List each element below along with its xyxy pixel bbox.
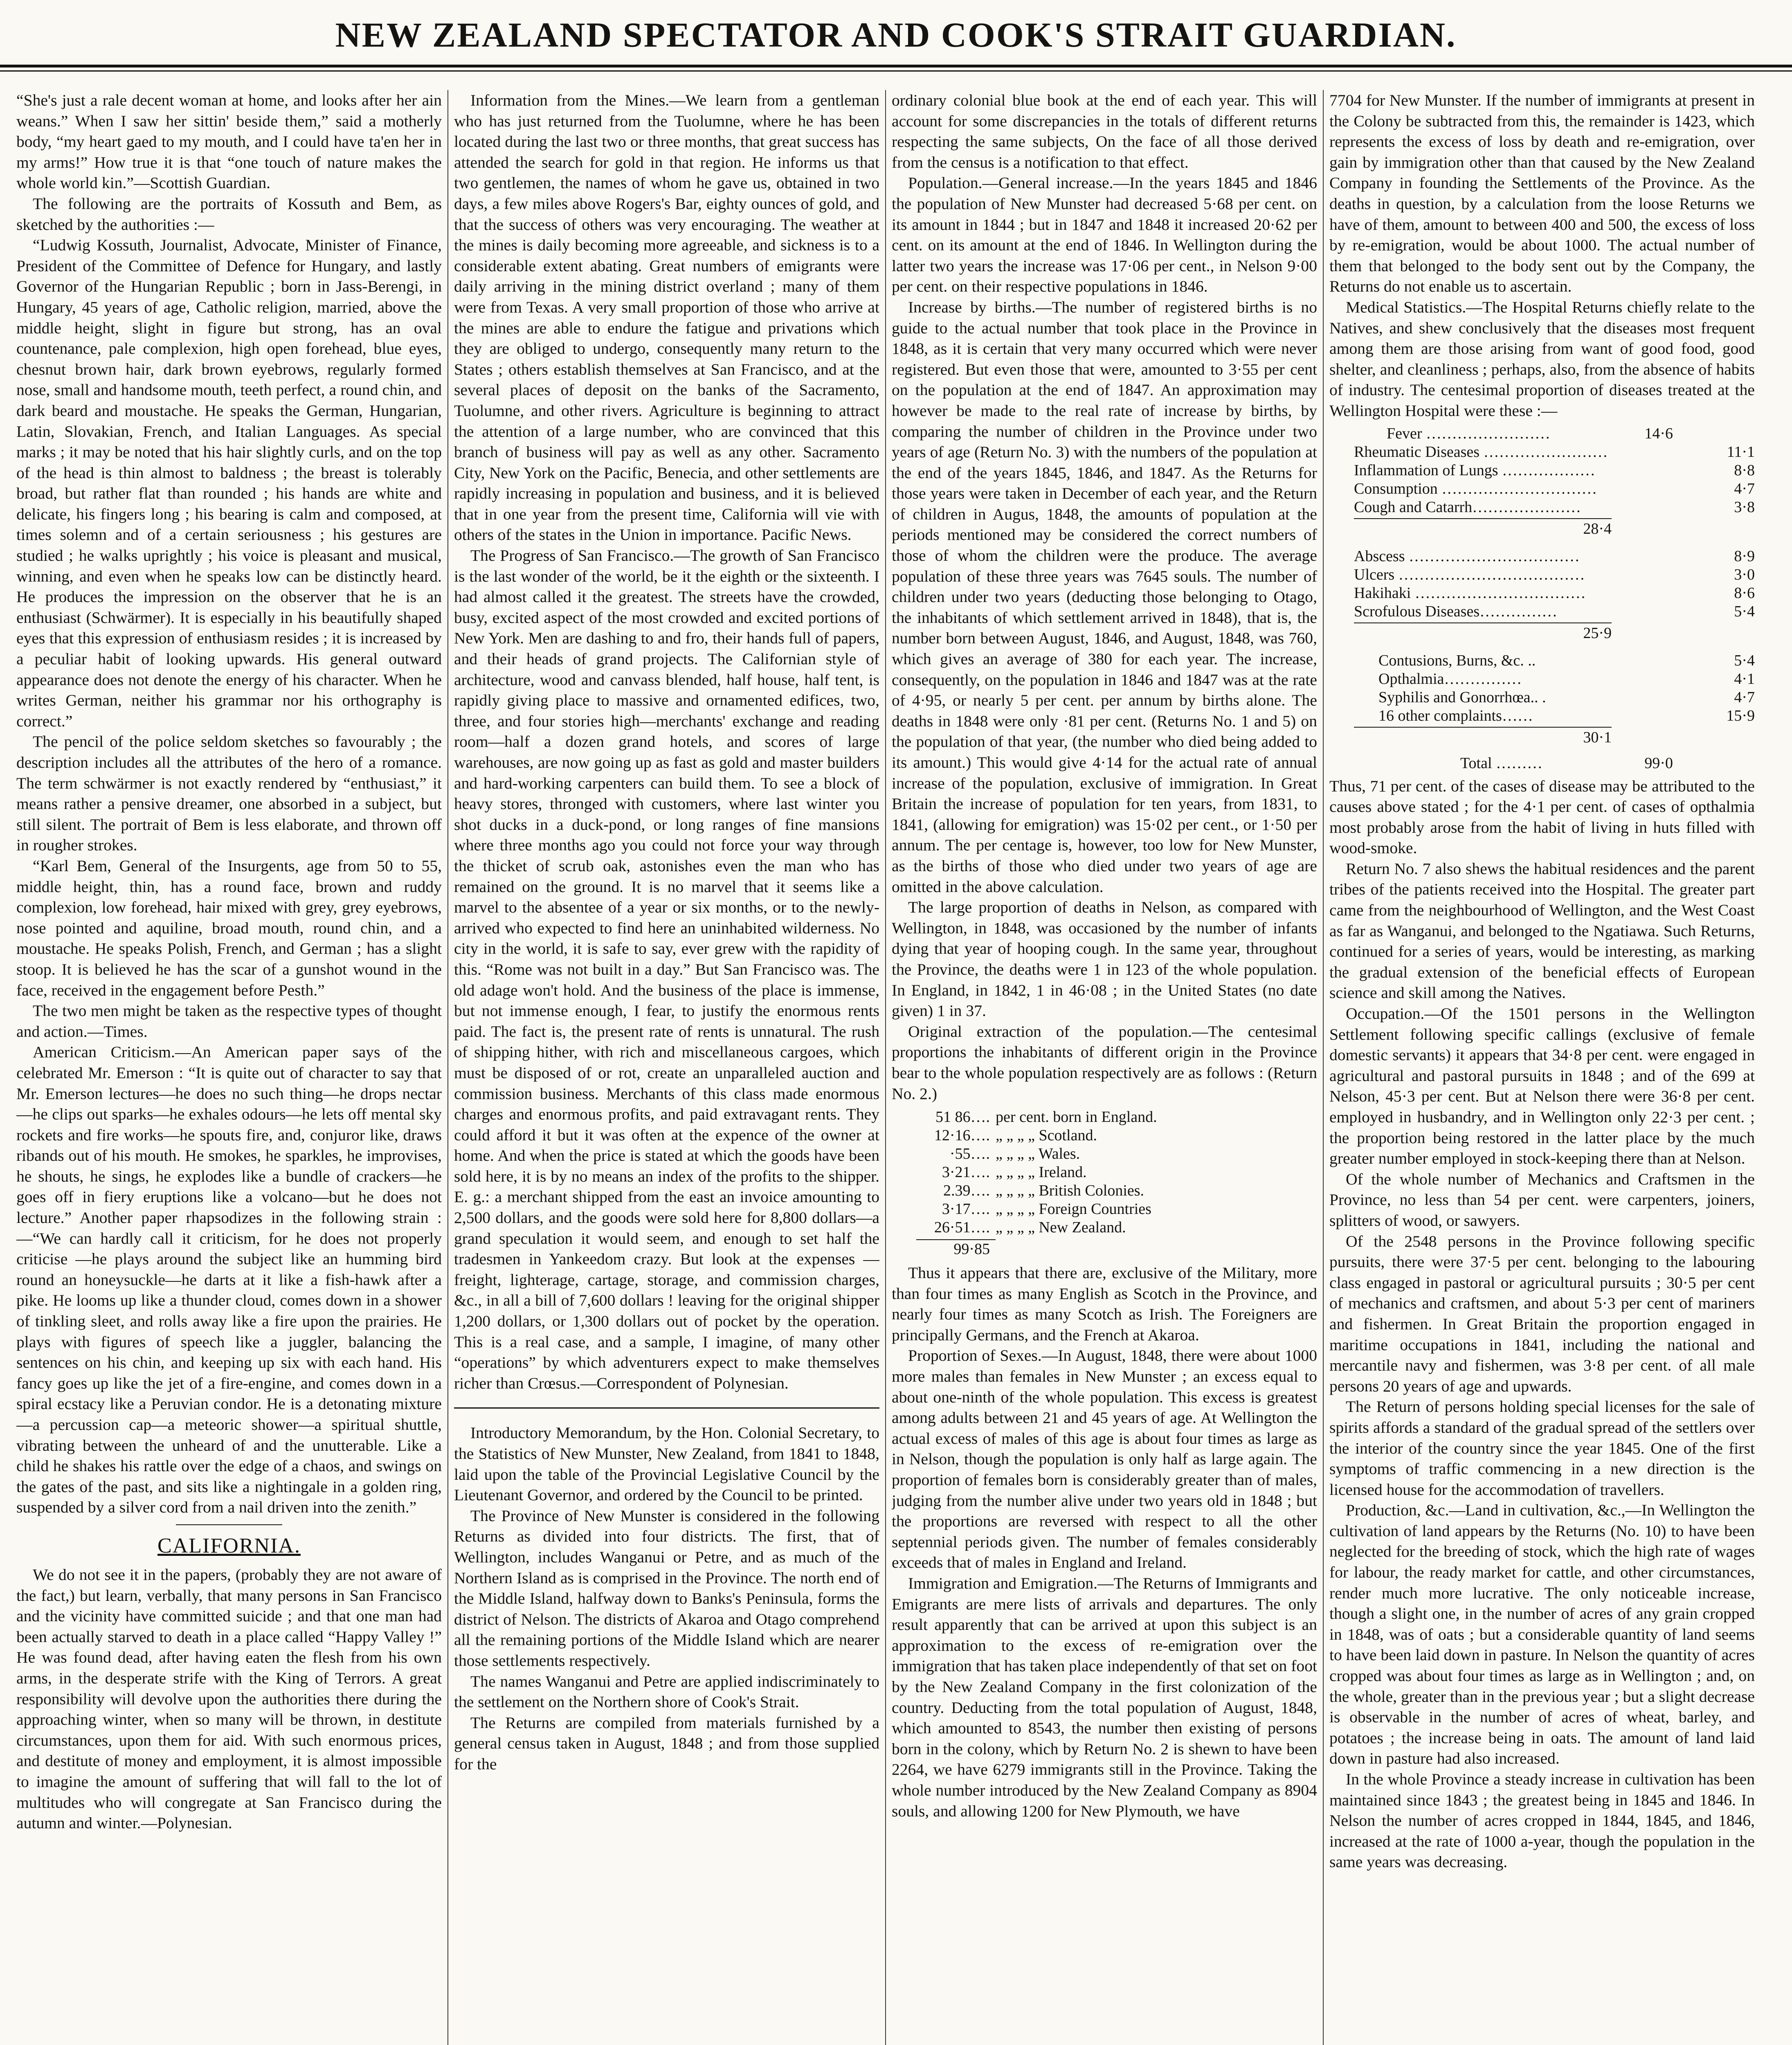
origin-row [916,1108,1317,1126]
immigration-section: Immigration and Emigration.—The Returns of Immigrants and Emigrants are mere lists of arrivals and departures. The only result apparently that can be arrived at upon this subject is an approximation to the excess of re-emigration over the immigration that has taken place independently of that set on foot by the New Zealand Company in the first colonization of the country. Deducting from the total population of August, 1848, which amounted to 8543, the number then existing of persons born in the colony, which by Return No. 2 is shewn to have been 2264, we have 6279 immigrants still in the Province. Taking the whole number introduced by the New Zealand Company as 8904 souls, and allowing 1200 for New Plymouth, we have [892,1574,1317,1820]
disease-value: 4·1 [1734,670,1755,688]
disease-value: 3·8 [1734,498,1755,516]
american-criticism-article: American Criticism.—An American paper says of the celebrated Mr. Emerson : “It is quite out of character to say that Mr. Emerson lectures—he does no such thing—he drops nectar—he clips out sparks—he exhales odours—he lets off mental sky rockets and fire works—he spouts fire, and, conjuror like, draws ribands out of his mouth. He smokes, he sparkles, he improvises, he shouts, he sings, he explodes like a bundle of crackers—he goes off in fiery eruptions like a volcano—but he does not lecture.” Another paper rhapsodizes in the following strain :—“We can hardly call it criticism, for he does not properly criticise —he plays around the subject like an humming bird round an honeysuckle—he darts at it like a fish-hawk after a pike. He looms up like a thunder cloud, comes down in a shower of tinkling sleet, and rolls away like a fire upon the prairies. He plays with figures of speech like a juggler, balancing the sentences on his chin, and keeping up six with each hand. His fancy goes up like the jet of a fire-engine, and comes down in a spiral ecstacy like a Peruvian condor. He is a detonating mixture—a percussion cap—a meteoric shower—a spiritual shuttle, vibrating between the unheard of and the unutterable. Like a child he shakes his rattle over the edge of a chaos, and swings on the gates of the past, and sits like a nightingale in a golden ring, suspended by a silver cord from a nail driven into the zenith.” [16,1043,442,1517]
origin-label: „ „ „ „ British Colonies. [996,1182,1144,1200]
article-paragraph: Of the 2548 persons in the Province following specific pursuits, there were 37·5 per cent. belonging to the labouring class engaged in pastoral or agricultural pursuits ; 30·5 per cent of mechanics and craftsmen, and about 5·3 per cent of mariners and fishermen. In Great Britain the proportion engaged in maritime occupations in 1841, including the national and mercantile navy and fishermen, was 3·8 per cent. of all male persons 20 years of age and upwards. [1329,1232,1755,1395]
origin-label: „ „ „ „ Ireland. [996,1164,1087,1181]
article-paragraph: The Province of New Munster is considered in the following Returns as divided into four districts. The first, that of Wellington, includes Wanganui or Petre, and as much of the Northern Island as is comprised in the Province. The north end of the Middle Island, halfway down to Banks's Peninsula, forms the district of Nelson. The districts of Akaroa and Otago comprehend all the remaining portions of the Middle Island which are nearer those settlements respectively. [454,1506,879,1670]
disease-value: 4·7 [1734,688,1755,706]
article-paragraph: The pencil of the police seldom sketches so favourably ; the description includes all the attributes of the hero of a romance. The term schwärmer is not exactly rendered by “enthusiast,” it means rather a pensive dreamer, one absorbed in a subject, but still silent. The portrait of Bem is less elaborate, and thrown off in rougher strokes. [16,733,442,854]
origin-label: „ „ „ „ Wales. [996,1145,1080,1163]
bem-portrait-quote: “Karl Bem, General of the Insurgents, age from 50 to 55, middle height, thin, has a round face, brown and ruddy complexion, low forehead, hair mixed with grey, grey eyebrows, nose pointed and aquiline, broad mouth, round chin, and a moustache. He speaks Polish, French, and German ; has a slight stoop. It is believed he has the scar of a gunshot wound in the face, received in the engagement before Pesth.” [16,856,442,999]
column-divider [1323,90,1324,2045]
origin-row [916,1182,1317,1200]
origin-label: „ „ „ „ Foreign Countries [996,1200,1151,1218]
subtotal-value: 28·4 [1354,518,1612,538]
article-paragraph: The Return of persons holding special licenses for the sale of spirits affords a standard of the gradual spread of the settlers over the interior of the country since the year 1845. One of the first symptoms of traffic commencing in a new direction is the licensed house for the accommodation of travellers. [1329,1398,1755,1499]
origin-percent: 26·51…. [934,1219,990,1236]
subtotal-row [1354,725,1755,747]
article-paragraph: Of the whole number of Mechanics and Craftsmen in the Province, no less than 54 per cent. were carpenters, joiners, splitters of wood, or sawyers. [1329,1170,1755,1229]
disease-row [1354,498,1755,517]
population-section: Population.—General increase.—In the years 1845 and 1846 the population of New Munster had decreased 5·68 per cent. on its amount in 1844 ; but in 1847 and 1848 it increased 20·62 per cent. on its amount at the end of 1846. In Wellington during the latter two years the increase was 17·06 per cent., in Nelson 9·00 per cent. on their respective populations in 1846. [892,174,1317,296]
disease-value: 5·4 [1734,652,1755,669]
disease-label: Ulcers ……………………………… [1354,566,1585,583]
article-paragraph: The Returns are compiled from materials furnished by a general census taken in August, 1848 ; and from those supplied for the [454,1713,879,1773]
disease-value: 8·9 [1734,547,1755,565]
article-paragraph: 7704 for New Munster. If the number of immigrants at present in the Colony be subtracted from this, the remainder is 1423, which represents the excess of loss by death and re-emigration, over gain by immigration other than that caused by the New Zealand Company in founding the Settlements of the Province. As the deaths in question, by a calculation from the loose Returns we have of them, amount to between 400 and 500, the excess of loss by re-emigration, would be about 1000. The actual number of them that belonged to the body sent out by the Company, the Returns do not enable us to ascertain. [1329,91,1755,296]
disease-row [1354,461,1755,480]
disease-table [1354,425,1755,773]
disease-label: Hakihaki …………………………… [1354,584,1586,602]
disease-row [1354,425,1755,443]
origin-total-row [916,1237,1317,1258]
mines-information-article: Information from the Mines.—We learn from a gentleman who has just returned from the Tuolumne, where he has been located during the last two or three months, that great success has attended the search for gold in that region. He informs us that two gentlemen, the names of whom he gave us, obtained in two days, a few miles above Rogers's Bar, eighty ounces of gold, and that the success of others was very encouraging. The weather at the mines is daily becoming more agreeable, and sickness is to a considerable extent abating. Great numbers of emigrants were daily arriving in the mining district overland ; many of them were from Texas. A very small proportion of those who arrive at the mines are able to endure the fatigue and privations which they are obliged to undergo, consequently many return to the States ; others establish themselves at San Francisco, and at the several places of deposit on the banks of the Sacramento, Tuolumne, and other rivers. Agriculture is beginning to attract the attention of a large number, who are convinced that this branch of business will pay as well as any other. Sacramento City, New York on the Pacific, Benecia, and other settlements are rapidly increasing in population and business, and it is believed that in one year from the present time, California will vie with others of the states in the Union in importance. Pacific News. [454,91,879,544]
disease-value: 4·7 [1734,480,1755,497]
column-divider [447,90,448,2045]
increase-by-births-section: Increase by births.—The number of registered births is no guide to the actual number that took place in the Province in 1848, as it is certain that very many occurred which were never registered. But even those that were, amounted to 3·55 per cent on the population at the end of 1847. An approximation may however be made to the real rate of increase by births, by comparing the number of children in the Province under two years of age (Return No. 3) with the numbers of the population at the end of the years 1845, 1846, and 1847. As the Returns for those years were taken in December of each year, and the Return of children in Augus, 1848, the amounts of population at the periods mentioned may be considered the correct numbers of those of whom the children were the produce. The average population of these three years was 7645 souls. The number of children under two years (deducting those belonging to Otago, the inhabitants of which settlement arrived in 1848), that is, the number born between August, 1846, and August, 1848, was 760, which gives an average of 380 for each year. The increase, consequently, on the population in 1846 and 1847 was at the rate of 4·95, or nearly 5 per cent. per annum by births alone. The deaths in 1848 were only ·81 per cent. (Returns No. 1 and 5) on the population of that year, (the number who died being added to its amount.) This would give 4·14 for the actual rate of annual increase of the population, exclusive of immigration. In Great Britain the increase of population for ten years, from 1831, to 1841, (allowing for emigration) was 15·02 per cent., or 1·50 per annum. The per centage is, however, too low for New Munster, as the births of those who died under two years of age are omitted in the above calculation. [892,298,1317,896]
origin-label: per cent. born in England. [996,1108,1157,1126]
disease-label: Fever …………………… [1387,425,1551,442]
origin-label: „ „ „ „ New Zealand. [996,1219,1126,1236]
origin-row [916,1145,1317,1163]
disease-label: Consumption ………………………… [1354,480,1597,497]
section-divider [176,1524,282,1525]
newspaper-title: NEW ZEALAND SPECTATOR AND COOK'S STRAIT GUARDIAN. [335,15,1457,54]
subtotal-value: 30·1 [1354,727,1612,747]
origin-total: 99·85 [916,1239,996,1258]
disease-value: 11·1 [1727,443,1755,461]
disease-label: Cough and Catarrh………………… [1354,498,1581,516]
disease-row [1354,566,1755,584]
disease-label: Scrofulous Diseases…………… [1354,602,1558,620]
subtotal-row [1354,621,1755,643]
article-paragraph: The following are the portraits of Kossuth and Bem, as sketched by the authorities :— [16,194,442,234]
section-divider [454,1407,879,1409]
subtotal-row [1354,517,1755,538]
origin-table [916,1108,1317,1258]
section-heading-california: CALIFORNIA. [157,1534,301,1557]
disease-value: 3·0 [1734,566,1755,583]
medical-statistics-section: Medical Statistics.—The Hospital Returns chiefly relate to the Natives, and shew conclusively that the diseases most frequent among them are those arising from want of good food, good shelter, and cleanliness ; perhaps, also, from the absence of habits of industry. The centesimal proportion of diseases treated at the Wellington Hospital were these :— [1329,298,1755,420]
article-paragraph: “She's just a rale decent woman at home, and looks after her ain weans.” When I saw her sittin' beside them,” said a motherly body, “my heart gaed to my mouth, and I could have ta'en her in my arms!” How true it is that “one touch of nature makes the whole world kin.”—Scottish Guardian. [16,91,442,192]
origin-percent: 12·16…. [934,1127,990,1144]
article-paragraph: Thus it appears that there are, exclusive of the Military, more than four times as many English as Scotch in the Province, and nearly four times as many Scotch as Irish. The Foreigners are principally Germans, and the French at Akaroa. [892,1264,1317,1344]
column-2 [454,90,879,2045]
disease-row [1354,652,1755,670]
article-paragraph: The two men might be taken as the respective types of thought and action.—Times. [16,1002,442,1040]
article-paragraph: In the whole Province a steady increase in cultivation has been maintained since 1843 ; the greatest being in 1845 and 1846. In Nelson the number of acres cropped in 1844, 1845, and 1846, increased at the rate of 1000 a-year, though the population in the same years was decreasing. [1329,1770,1755,1871]
origin-percent: 3·17…. [942,1200,990,1218]
disease-row [1354,547,1755,566]
san-francisco-progress-article: The Progress of San Francisco.—The growth of San Francisco is the last wonder of the world, be it the eighth or the sixteenth. I had almost called it the greatest. The streets have the crowded, busy, excited aspect of the most crowded and excited portions of New York. Men are dashing to and fro, their hands full of papers, and their heads of grand projects. The Californian style of architecture, wood and canvass blended, half house, half tent, is rapidly giving place to massive and ornamented edifices, two, three, and four stories high—merchants' exchange and reading room—half a dozen grand hotels, and scores of large warehouses, are now going up as fast as gold and master builders and hard-working carpenters can build them. To see a block of heavy stores, thronged with customers, where last winter you shot ducks in a duck-pond, or long ranges of fine mansions where three months ago you could not force your way through the thicket of scrub oak, astonishes even the man who has remained on the ground. It is no marvel that it seems like a marvel to the absentee of a year or six months, or to the newly-arrived who expected to find here an uninhabited wilderness. No city in the world, it is safe to say, ever grew with the rapidity of this. “Rome was not built in a day.” But San Francisco was. The old adage won't hold. And the business of the place is immense, but not immense enough, I fear, to justify the enormous rents paid. The fact is, the present rate of rents is unnatural. The rush of shipping hither, with rich and miscellaneous cargoes, which must be disposed of or rot, create an unparalleled auction and commission business. Merchants of this class made enormous charges and enormous profits, and paid extravagant rents. They could afford it but it was often at the expence of the owner at home. And when the price is stated at which the goods have been sold here, it is by no means an index of the profits to the shipper. E. g.: a merchant shipped from the east an invoice amounting to 2,500 dollars, and the goods were sold here for 8,800 dollars—a grand speculation it would seem, and enough to set half the tradesmen in Yankeedom crazy. But look at the expenses —freight, lighterage, cartage, storage, and commission charges, &c., in all a bill of 7,600 dollars ! leaving for the original shipper 1,200 dollars, or 1,300 dollars out of pocket by the operation. This is a real case, and a sample, I imagine, of many other “operations” by which adventurers expect to make themselves richer than Crœsus.—Correspondent of Polynesian. [454,546,879,1392]
masthead-rule-thin [0,70,1792,72]
article-paragraph: The large proportion of deaths in Nelson, as compared with Wellington, in 1848, was occasioned by the number of infants dying that year of hooping cough. In the same year, throughout the Province, the deaths were 1 in 123 of the whole population. In England, in 1842, 1 in 46·08 ; in the United States (no date given) 1 in 37. [892,898,1317,1020]
disease-row [1354,707,1755,725]
subtotal-value: 25·9 [1354,622,1612,643]
disease-label: Contusions, Burns, &c. .. [1378,652,1536,669]
origin-percent: 2.39…. [943,1182,990,1200]
origin-percent: ·55…. [949,1145,990,1163]
disease-row [1354,443,1755,461]
origin-row [916,1200,1317,1218]
disease-row [1354,602,1755,621]
origin-row [916,1218,1317,1237]
total-row [1354,754,1755,773]
disease-label: 16 other complaints…… [1378,707,1533,724]
column-4 [1329,90,1755,2045]
disease-label: Opthalmia…………… [1378,670,1522,688]
original-extraction-section: Original extraction of the population.—The centesimal proportions the inhabitants of different origin in the Province bear to the whole population respectively are as follows : (Return No. 2.) [892,1022,1317,1103]
disease-value: 8·8 [1734,461,1755,479]
total-value: 99·0 [1644,754,1673,772]
disease-label: Rheumatic Diseases …………………… [1354,443,1608,461]
occupation-section: Occupation.—Of the 1501 persons in the Wellington Settlement following specific callings (exclusive of female domestic servants) it appears that 34·8 per cent. were engaged in agricultural and pastoral pursuits in 1848 ; and of the 699 at Nelson, 45·3 per cent. But at Nelson there were 36·8 per cent. employed in husbandry, and in Wellington only 22·3 per cent. ; the proportion being restored in the latter place by the much greater number employed in stock-keeping there than at Nelson. [1329,1005,1755,1168]
proportion-of-sexes-section: Proportion of Sexes.—In August, 1848, there were about 1000 more males than females in New Munster ; an excess equal to about one-ninth of the whole population. This excess is greatest among adults between 21 and 45 years of age. At Wellington the actual excess of males of this age is about four times as large as in Nelson, though the population is only half as large again. The proportion of females born is considerably greater than of males, judging from the number alive under two years old in 1848 ; but the proportions are reversed with respect to all the other septennial periods given. The number of females considerably exceeds that of males in England and Ireland. [892,1346,1317,1572]
column-1 [16,90,442,2045]
disease-label: Inflammation of Lungs ……………… [1354,461,1595,479]
disease-value: 15·9 [1726,707,1755,724]
introductory-memorandum: Introductory Memorandum, by the Hon. Colonial Secretary, to the Statistics of New Munster, New Zealand, from 1841 to 1848, laid upon the table of the Provincial Legislative Council by the Lieutenant Governor, and ordered by the Council to be printed. [454,1424,879,1504]
production-section: Production, &c.—Land in cultivation, &c.,—In Wellington the cultivation of land appears by the Returns (No. 10) to have been neglected for the breeding of stock, which the high rate of wages for labour, the ready market for cattle, and other circumstances, render much more lucrative. The only noticeable increase, though a slight one, in the number of acres of any grain cropped in 1848, was of oats ; but a considerable quantity of land seems to have been laid down in pasture. In Nelson the quantity of acres cropped was about four times as large as in Wellington ; and, on the whole, greater than in the previous year ; but a slight decrease is observable in the number of acres of wheat, barley, and potatoes ; the increase being in oats. The amount of land laid down in pasture had also increased. [1329,1501,1755,1768]
california-article: We do not see it in the papers, (probably they are not aware of the fact,) but learn, verbally, that many persons in San Francisco and the vicinity have committed suicide ; and that one man had been actually starved to death in a place called “Happy Valley !” He was found dead, after having eaten the flesh from his own arms, in the desperate strife with the King of Terrors. A great responsibility will devolve upon the authorities there during the approaching winter, when so many will be thrown, in destitute circumstances, upon them for aid. With such enormous prices, and destitute of money and employment, it is almost impossible to imagine the amount of suffering that will fall to the lot of multitudes who will congregate at San Francisco during the autumn and winter.—Polynesian. [16,1565,442,1832]
origin-percent: 51 86…. [935,1108,990,1126]
article-paragraph: The names Wanganui and Petre are applied indiscriminately to the settlement on the Northern shore of Cook's Strait. [454,1672,879,1711]
disease-row [1354,670,1755,688]
article-paragraph: ordinary colonial blue book at the end of each year. This will account for some discrepancies in the totals of different returns respecting the same subjects, On the face of all those derived from the census is a notification to that effect. [892,91,1317,171]
disease-row [1354,480,1755,498]
disease-row [1354,688,1755,707]
disease-value: 14·6 [1644,425,1673,442]
origin-label: „ „ „ „ Scotland. [996,1127,1097,1144]
origin-percent: 3·21…. [942,1164,990,1181]
origin-row [916,1126,1317,1145]
disease-label: Abscess …………………………… [1354,547,1580,565]
article-paragraph: Return No. 7 also shews the habitual residences and the parent tribes of the patients received into the Hospital. The greater part came from the neighbourhood of Wellington, and the West Coast as far as Wanganui, and belonged to the Ngatiawa. Such Returns, continued for a series of years, would be interesting, as marking the gradual extension of the beneficial effects of European science and skill among the Natives. [1329,859,1755,1002]
disease-value: 8·6 [1734,584,1755,602]
origin-row [916,1163,1317,1182]
disease-row [1354,584,1755,602]
kossuth-portrait-quote: “Ludwig Kossuth, Journalist, Advocate, Minister of Finance, President of the Committee of Defence for Hungary, and lastly Governor of the Hungarian Republic ; born in Jass-Berengi, in Hungary, 45 years of age, Catholic religion, married, above the middle height, slight in figure but strong, has an oval countenance, pale complexion, high open forehead, blue eyes, chesnut brown hair, dark brown eyebrows, regularly formed nose, small and handsome mouth, teeth perfect, a round chin, and dark beard and moustache. He speaks the German, Hungarian, Latin, Slovakian, French, and Italian Languages. As special marks ; it may be noted that his hair slightly curls, and on the top of the head is thin almost to baldness ; the breast is tolerably broad, but rather flat than rounded ; his hands are white and delicate, his fingers long ; his bearing is calm and composed, at times solemn and of a certain seriousness ; his gestures are studied ; he walks uprightly ; his voice is pleasant and musical, winning, and even when he speaks low can be distinctly heard. He produces the impression on the observer that he is an enthusiast (Schwärmer). It is especially in his beautifully shaped eyes that this expression of enthusiasm resides ; it is increased by a peculiar habit of looking upwards. His general outward appearance does not denote the energy of his character. When he writes German, neither his grammar nor his orthography is correct.” [16,236,442,730]
masthead-rule-thick [0,65,1792,67]
article-paragraph: Thus, 71 per cent. of the cases of disease may be attributed to the causes above stated ; for the 4·1 per cent. of cases of opthalmia most probably arose from the habit of living in huts filled with wood-smoke. [1329,777,1755,857]
column-divider [885,90,886,2045]
disease-value: 5·4 [1734,602,1755,620]
disease-label: Syphilis and Gonorrhœa.. . [1378,688,1546,706]
total-label: Total ……… [1460,754,1543,772]
column-3 [892,90,1317,2045]
